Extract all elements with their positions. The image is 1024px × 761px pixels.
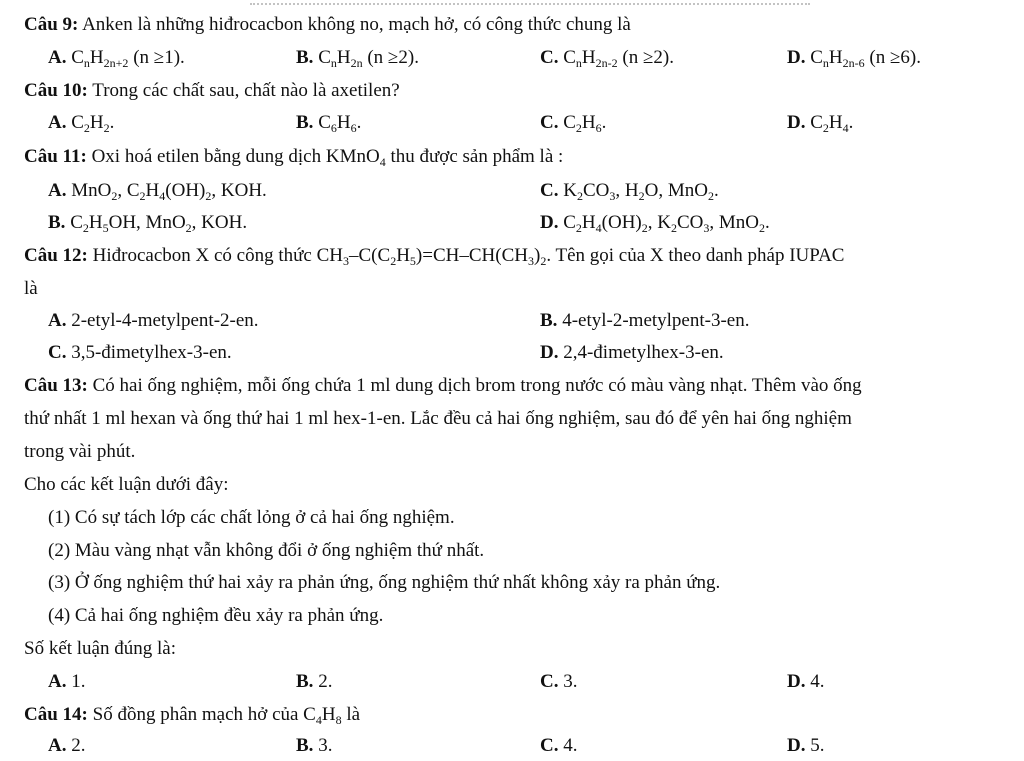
q14-option-a[interactable]: A. 2. [48,735,86,756]
q14-option-d[interactable]: D. 5. [787,735,825,756]
q13-option-b[interactable]: B. 2. [296,671,333,692]
q12-option-a[interactable]: A. 2-etyl-4-metylpent-2-en. [48,310,259,331]
q10-option-d[interactable]: D. $C_2H_4$. [787,112,854,135]
q11-option-a[interactable]: A. MnO$_2$, $C_2H_4(OH)_2$, KOH. [48,180,267,203]
q13-statement-4: (4) Cả hai ống nghiệm đều xảy ra phản ứng. [48,605,384,626]
q13-option-c[interactable]: C. 3. [540,671,578,692]
q13-stem-line2: thứ nhất 1 ml hexan và ống thứ hai 1 ml hex-1-en. Lắc đều cả hai ống nghiệm, sau đó để yên hai ống nghiệm [24,408,852,429]
q9-stem: Câu 9: Anken là những hiđrocacbon không no, mạch hở, có công thức chung là [24,14,631,35]
q14-option-c[interactable]: C. 4. [540,735,578,756]
q9-option-c[interactable]: C. $C_nH_{2n-2}$ (n ≥2). [540,47,674,70]
q11-stem: Câu 11: Oxi hoá etilen bằng dung dịch KMnO$_4$ thu được sản phẩm là : [24,146,564,169]
q13-stem: Câu 13: Có hai ống nghiệm, mỗi ống chứa 1 ml dung dịch brom trong nước có màu vàng nhạt. Thêm vào ống [24,375,862,396]
q13-option-d[interactable]: D. 4. [787,671,825,692]
q10-option-a[interactable]: A. $C_2H_2$. [48,112,115,135]
q13-statement-3: (3) Ở ống nghiệm thứ hai xảy ra phản ứng, ống nghiệm thứ nhất không xảy ra phản ứng. [48,572,721,593]
q14-option-b[interactable]: B. 3. [296,735,333,756]
q11-option-d[interactable]: D. $C_2H_4(OH)_2$, $K_2CO_3$, MnO$_2$. [540,212,770,235]
q13-statement-1: (1) Có sự tách lớp các chất lỏng ở cả hai ống nghiệm. [48,507,455,528]
q13-ask: Số kết luận đúng là: [24,638,176,659]
q12-stem: Câu 12: Hiđrocacbon X có công thức $CH_3-C(C_2H_5)=CH-CH(CH_3)_2$. Tên gọi của X theo danh pháp IUPAC [24,245,845,268]
q13-stem-line3: trong vài phút. [24,441,136,462]
q13-statement-2: (2) Màu vàng nhạt vẫn không đổi ở ống nghiệm thứ nhất. [48,540,485,561]
q13-option-a[interactable]: A. 1. [48,671,86,692]
q12-option-b[interactable]: B. 4-etyl-2-metylpent-3-en. [540,310,750,331]
q14-stem: Câu 14: Số đồng phân mạch hở của $C_4H_8$ là [24,704,361,727]
q11-option-b[interactable]: B. $C_2H_5OH$, MnO$_2$, KOH. [48,212,248,235]
q13-intro: Cho các kết luận dưới đây: [24,474,229,495]
q12-option-c[interactable]: C. 3,5-đimetylhex-3-en. [48,342,232,363]
q9-option-d[interactable]: D. $C_nH_{2n-6}$ (n ≥6). [787,47,921,70]
q9-option-a[interactable]: A. $C_nH_{2n+2}$ (n ≥1). [48,47,185,70]
q10-option-c[interactable]: C. $C_2H_6$. [540,112,607,135]
q10-stem: Câu 10: Trong các chất sau, chất nào là axetilen? [24,80,400,101]
q12-option-d[interactable]: D. 2,4-đimetylhex-3-en. [540,342,724,363]
q9-option-b[interactable]: B. $C_nH_{2n}$ (n ≥2). [296,47,419,70]
q11-option-c[interactable]: C. $K_2CO_3$, $H_2O$, MnO$_2$. [540,180,719,203]
q12-stem-continued: là [24,278,38,299]
q10-option-b[interactable]: B. $C_6H_6$. [296,112,362,135]
cropped-previous-line [250,0,810,5]
